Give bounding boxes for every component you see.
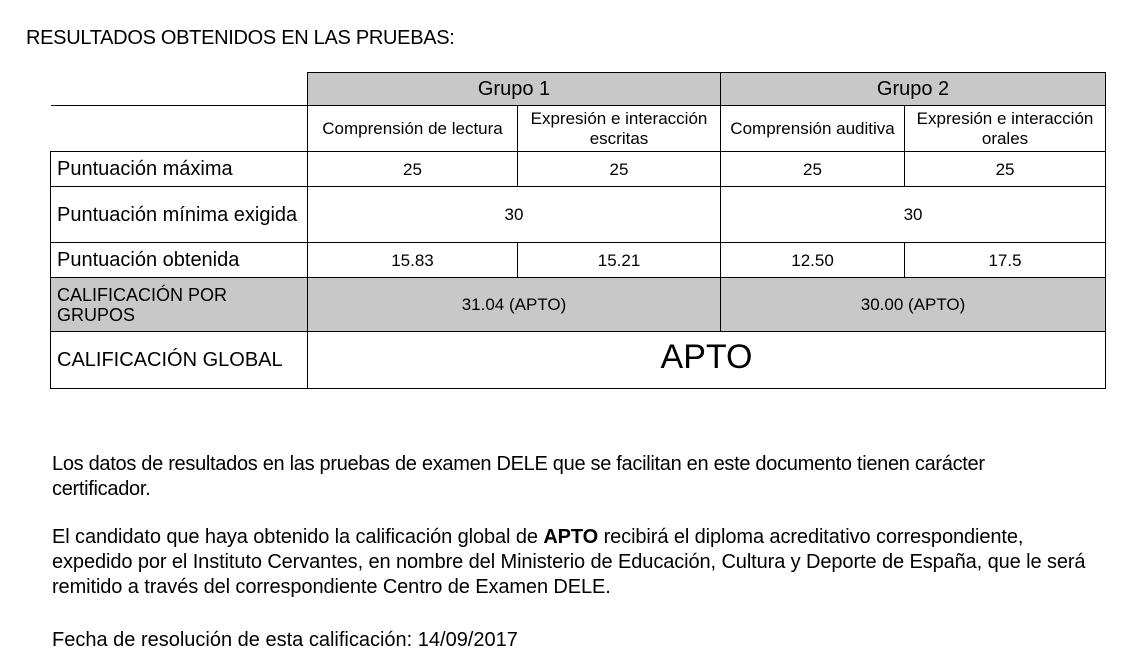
max-score-label: Puntuación máxima: [51, 152, 308, 187]
empty-corner-cell-2: [51, 106, 308, 152]
obtained-score-writing: 15.21: [518, 243, 721, 278]
table-row-max-score: [51, 152, 1106, 187]
max-score-value: 25: [905, 152, 1106, 187]
min-score-group-2: 30: [721, 187, 1106, 243]
obtained-score-reading: 15.83: [308, 243, 518, 278]
table-row-obtained-score: [51, 243, 1106, 278]
group-2-header: Grupo 2: [721, 73, 1106, 106]
resolution-date-line: Fecha de resolución de esta calificación: 14/09/2017: [52, 629, 518, 651]
subheader-writing: Expresión e interacción escritas: [518, 106, 721, 152]
table-row-group-grade: [51, 278, 1106, 332]
subheader-reading: Comprensión de lectura: [308, 106, 518, 152]
min-score-group-1: 30: [308, 187, 721, 243]
global-grade-label: CALIFICACIÓN GLOBAL: [51, 332, 308, 389]
page-heading: RESULTADOS OBTENIDOS EN LAS PRUEBAS:: [26, 27, 455, 49]
global-grade-value: APTO: [660, 338, 753, 376]
subheader-speaking: Expresión e interacción orales: [905, 106, 1106, 152]
subheader-row: [51, 106, 1106, 152]
group-1-grade: 31.04 (APTO): [308, 278, 721, 332]
empty-corner-cell: [51, 73, 308, 106]
obtained-score-listening: 12.50: [721, 243, 905, 278]
obtained-score-label: Puntuación obtenida: [51, 243, 308, 278]
max-score-value: 25: [721, 152, 905, 187]
diploma-note: [52, 525, 1092, 600]
max-score-value: 25: [308, 152, 518, 187]
max-score-value: 25: [518, 152, 721, 187]
group-grade-label: CALIFICACIÓN POR GRUPOS: [51, 278, 308, 332]
diploma-note-text-1: El candidato que haya obtenido la calificación global de: [52, 526, 544, 548]
results-table: [50, 72, 1106, 389]
diploma-note-text-2: recibirá el diploma acreditativo correspondiente, expedido por el Instituto Cervantes, en nombre del Ministerio de Educación, Cultura y Deporte de España, que le será remitido a través del correspondiente Centro de Examen DELE.: [52, 526, 1086, 598]
group-1-header: Grupo 1: [308, 73, 721, 106]
group-2-grade: 30.00 (APTO): [721, 278, 1106, 332]
table-row-min-score: [51, 187, 1106, 243]
global-grade-value-cell: [308, 332, 1106, 389]
diploma-note-apto: APTO: [543, 526, 599, 548]
table-row-global-grade: [51, 332, 1106, 389]
subheader-listening: Comprensión auditiva: [721, 106, 905, 152]
group-header-row: [51, 73, 1106, 106]
min-score-label: Puntuación mínima exigida: [51, 187, 308, 243]
certification-note: Los datos de resultados en las pruebas de examen DELE que se facilitan en este documento tienen carácter certificador.: [52, 453, 985, 500]
obtained-score-speaking: 17.5: [905, 243, 1106, 278]
